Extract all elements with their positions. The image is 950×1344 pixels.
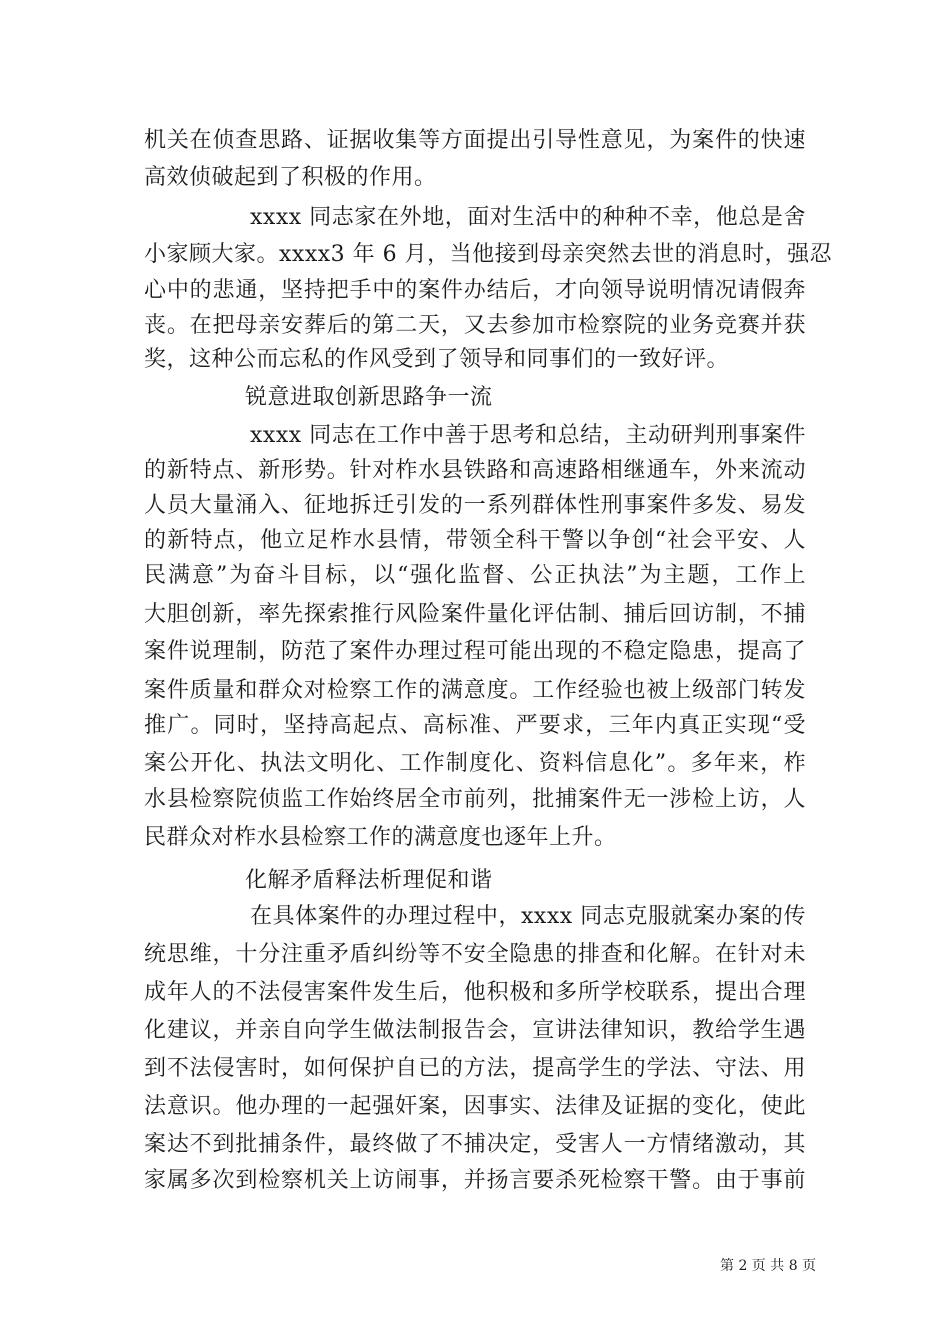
paragraph-line: 统思维，十分注重矛盾纠纷等不安全隐患的排查和化解。在针对未 — [144, 942, 806, 967]
section-heading: 锐意进取创新思路争一流 — [245, 385, 493, 410]
paragraph-line: 奖，这种公而忘私的作风受到了领导和同事们的一致好评。 — [144, 347, 730, 372]
paragraph-line: 在具体案件的办理过程中，xxxx 同志克服就案办案的传 — [250, 904, 806, 929]
paragraph-line: 小家顾大家。xxxx3 年 6 月，当他接到母亲突然去世的消息时，强忍 — [144, 242, 833, 267]
paragraph-line: 丧。在把母亲安葬后的第二天，又去参加市检察院的业务竞赛并获 — [144, 313, 806, 338]
page-number-footer: 第 2 页 共 8 页 — [720, 1258, 817, 1274]
paragraph-line: 案件质量和群众对检察工作的满意度。工作经验也被上级部门转发 — [144, 678, 806, 703]
paragraph-line: 到不法侵害时，如何保护自已的方法，提高学生的学法、守法、用 — [144, 1056, 806, 1081]
paragraph-line: 家属多次到检察机关上访闹事，并扬言要杀死检察干警。由于事前 — [144, 1168, 806, 1193]
paragraph-line: 化建议，并亲自向学生做法制报告会，宣讲法律知识，教给学生遇 — [144, 1018, 806, 1043]
paragraph-line: 水县检察院侦监工作始终居全市前列，批捕案件无一涉检上访，人 — [144, 787, 806, 812]
paragraph-line: 的新特点、新形势。针对柞水县铁路和高速路相继通车，外来流动 — [144, 458, 806, 483]
paragraph-line: xxxx 同志家在外地，面对生活中的种种不幸，他总是舍 — [250, 205, 806, 230]
paragraph-line: 成年人的不法侵害案件发生后，他积极和多所学校联系，提出合理 — [144, 980, 806, 1005]
paragraph-line: 案公开化、执法文明化、工作制度化、资料信息化”。多年来，柞 — [144, 751, 806, 776]
paragraph-line: 民群众对柞水县检察工作的满意度也逐年上升。 — [144, 825, 617, 850]
paragraph-line: 案达不到批捕条件，最终做了不捕决定，受害人一方情绪激动，其 — [144, 1132, 806, 1157]
paragraph-line: 推广。同时，坚持高起点、高标准、严要求，三年内真正实现“受 — [144, 713, 806, 738]
paragraph-line: 民满意”为奋斗目标，以“强化监督、公正执法”为主题，工作上 — [144, 563, 806, 588]
paragraph-line: 心中的悲通，坚持把手中的案件办结后，才向领导说明情况请假奔 — [144, 278, 806, 303]
paragraph-line: 大胆创新，率先探索推行风险案件量化评估制、捕后回访制，不捕 — [144, 602, 806, 627]
paragraph-line: 机关在侦查思路、证据收集等方面提出引导性意见，为案件的快速 — [144, 128, 806, 153]
section-heading: 化解矛盾释法析理促和谐 — [245, 868, 493, 893]
paragraph-line: 高效侦破起到了积极的作用。 — [144, 165, 437, 190]
paragraph-line: 法意识。他办理的一起强奸案，因事实、法律及证据的变化，使此 — [144, 1094, 806, 1119]
paragraph-line: xxxx 同志在工作中善于思考和总结，主动研判刑事案件 — [250, 423, 806, 448]
paragraph-line: 人员大量涌入、征地拆迁引发的一系列群体性刑事案件多发、易发 — [144, 493, 806, 518]
paragraph-line: 案件说理制，防范了案件办理过程可能出现的不稳定隐患，提高了 — [144, 639, 806, 664]
paragraph-line: 的新特点，他立足柞水县情，带领全科干警以争创“社会平安、人 — [144, 528, 806, 553]
